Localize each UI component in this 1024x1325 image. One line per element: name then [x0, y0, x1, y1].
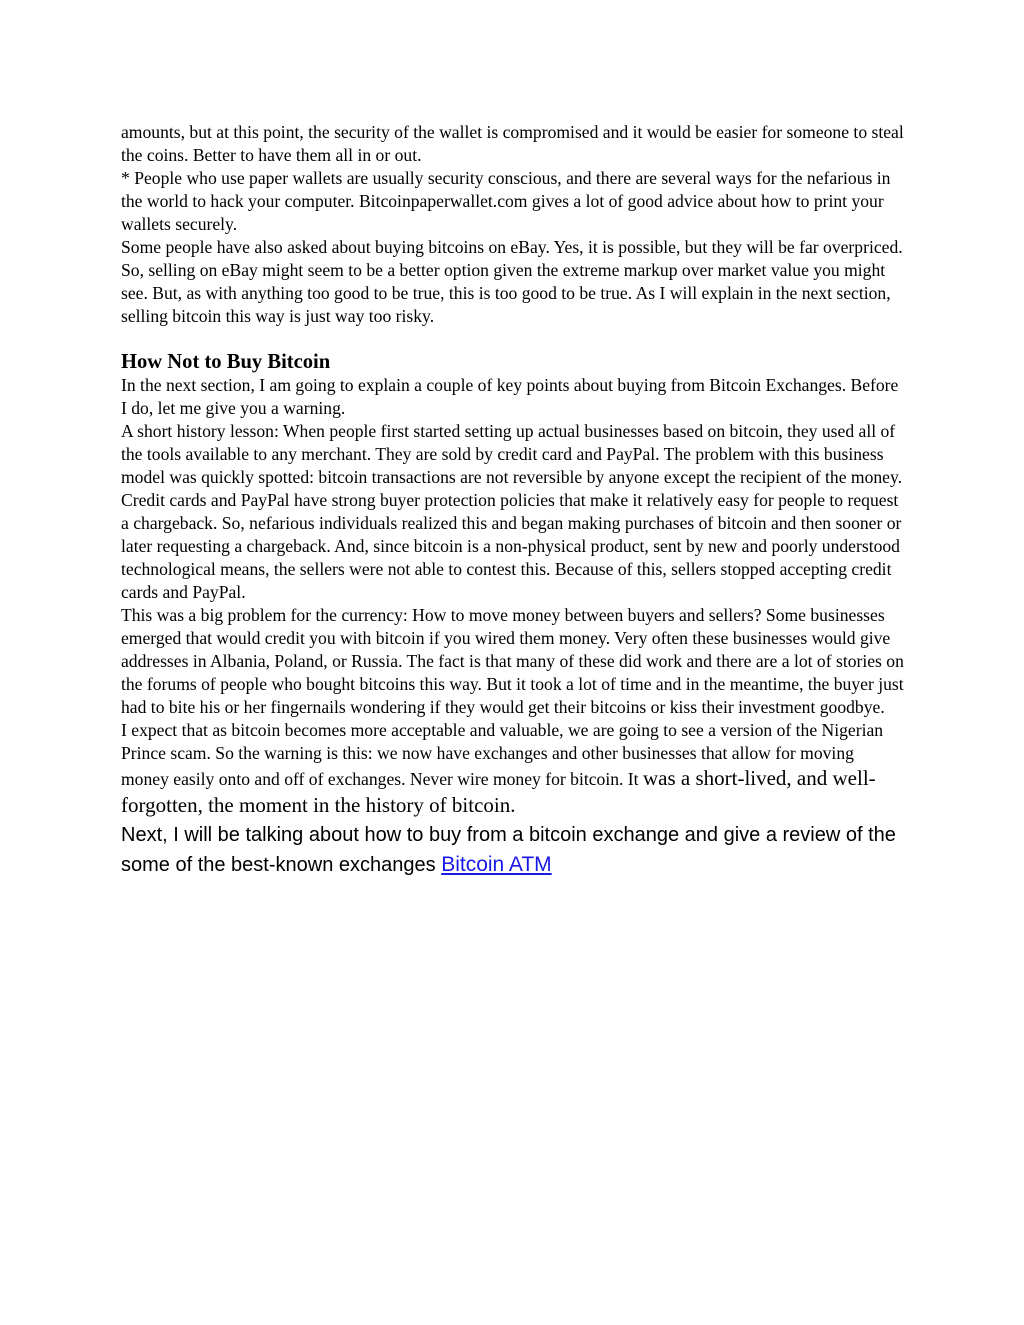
paragraph-next: [121, 821, 906, 880]
paragraph-warning: [121, 719, 906, 819]
paragraph-wallet-security: amounts, but at this point, the security of the wallet is compromised and it would be easier for someone to steal the coins. Better to have them all in or out.: [121, 122, 904, 165]
section-heading: How Not to Buy Bitcoin: [121, 351, 331, 373]
bitcoin-atm-link[interactable]: Bitcoin ATM: [441, 853, 552, 876]
paragraph-ebay: Some people have also asked about buying bitcoins on eBay. Yes, it is possible, but they will be far overpriced. So, selling on eBay might seem to be a better option given the extreme markup over market value you might see. But, as with anything too good to be true, this is too good to be true. As I will explain in the next section, selling bitcoin this way is just way too risky.: [121, 237, 903, 326]
warning-text: I expect that as bitcoin becomes more acceptable and valuable, we are going to see a version of the Nigerian Prince scam. So the warning is this: we now have exchanges and other businesses that allow for moving money easily onto and off of exchanges. Never wire money for bitcoin. It: [121, 720, 884, 789]
paragraph-paper-wallets: * People who use paper wallets are usually security conscious, and there are several ways for the nefarious in the world to hack your computer. Bitcoinpaperwallet.com gives a lot of good advice about how to print your wallets securely.: [121, 168, 891, 234]
next-text: Next, I will be talking about how to buy from a bitcoin exchange and give a review of the some of the best-known exchanges: [121, 824, 896, 876]
warning-tail-text: was a short-lived, and well-forgotten, the moment in the history of bitcoin.: [121, 766, 876, 817]
paragraph-exchanges-intro: In the next section, I am going to explain a couple of key points about buying from Bitcoin Exchanges. Before I do, let me give you a warning.: [121, 375, 899, 418]
document-page: [121, 121, 906, 880]
paragraph-wire-money: This was a big problem for the currency: How to move money between buyers and sellers? Some businesses emerged that would credit you with bitcoin if you wired them money. Very often these businesses would give addresses in Albania, Poland, or Russia. The fact is that many of these did work and there are a lot of stories on the forums of people who bought bitcoins this way. But it took a lot of time and in the meantime, the buyer just had to bite his or her fingernails wondering if they would get their bitcoins or kiss their investment goodbye.: [121, 605, 904, 717]
paragraph-history-lesson: A short history lesson: When people first started setting up actual businesses based on bitcoin, they used all of the tools available to any merchant. They are sold by credit card and PayPal. The problem with this business model was quickly spotted: bitcoin transactions are not reversible by anyone except the recipient of the money. Credit cards and PayPal have strong buyer protection policies that make it relatively easy for people to request a chargeback. So, nefarious individuals realized this and began making purchases of bitcoin and then sooner or later requesting a chargeback. And, since bitcoin is a non-physical product, sent by new and poorly understood technological means, the sellers were not able to contest this. Because of this, sellers stopped accepting credit cards and PayPal.: [121, 421, 903, 602]
